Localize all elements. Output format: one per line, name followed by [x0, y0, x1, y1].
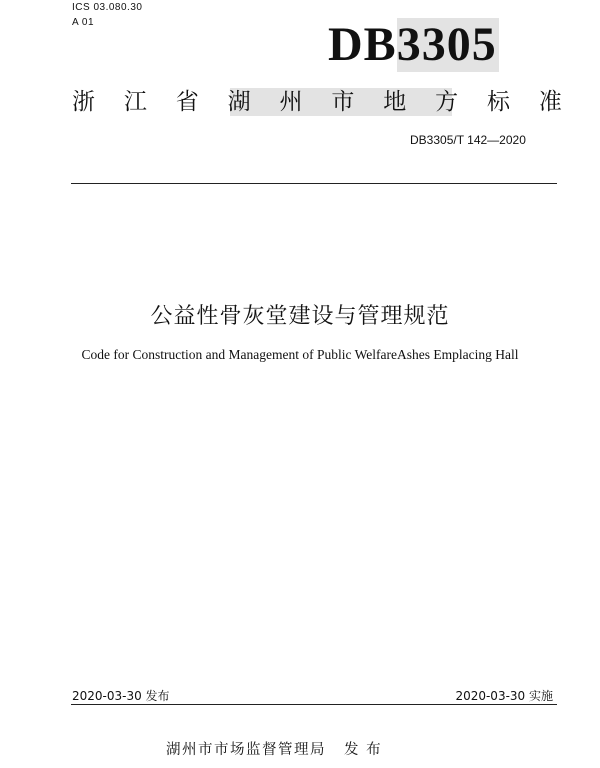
classification-code: A 01 — [72, 17, 95, 28]
standard-title-char: 方 — [435, 89, 459, 115]
standard-title-char: 浙 — [72, 89, 95, 115]
standard-title-char: 州 — [279, 89, 303, 115]
standard-number: DB3305/T 142—2020 — [410, 133, 526, 147]
document-title-english: Code for Construction and Management of Public WelfareAshes Emplacing Hall — [81, 347, 519, 362]
db-prefix: DB — [328, 18, 397, 71]
issue-date: 2020-03-30 发布 — [72, 689, 170, 703]
standard-title-char: 标 — [487, 89, 510, 115]
db-region-code: 3305 — [396, 18, 497, 71]
top-divider — [71, 183, 557, 184]
document-title-chinese: 公益性骨灰堂建设与管理规范 — [150, 304, 450, 329]
standard-title-char: 准 — [538, 89, 562, 115]
issuing-authority — [166, 740, 382, 760]
ics-code: ICS 03.080.30 — [72, 2, 143, 13]
issuer-action: 发 布 — [344, 742, 383, 758]
standard-title-char: 市 — [331, 89, 355, 115]
standard-category-title — [72, 88, 562, 116]
implementation-date: 2020-03-30 实施 — [455, 689, 553, 703]
bottom-divider — [71, 704, 557, 705]
standard-title-char: 湖 — [227, 89, 251, 115]
db-standard-logo — [328, 18, 499, 72]
standard-title-char: 江 — [123, 89, 147, 115]
standard-title-char: 省 — [175, 89, 199, 115]
issuer-name: 湖州市市场监督管理局 — [166, 742, 326, 758]
standard-title-char: 地 — [383, 89, 407, 115]
